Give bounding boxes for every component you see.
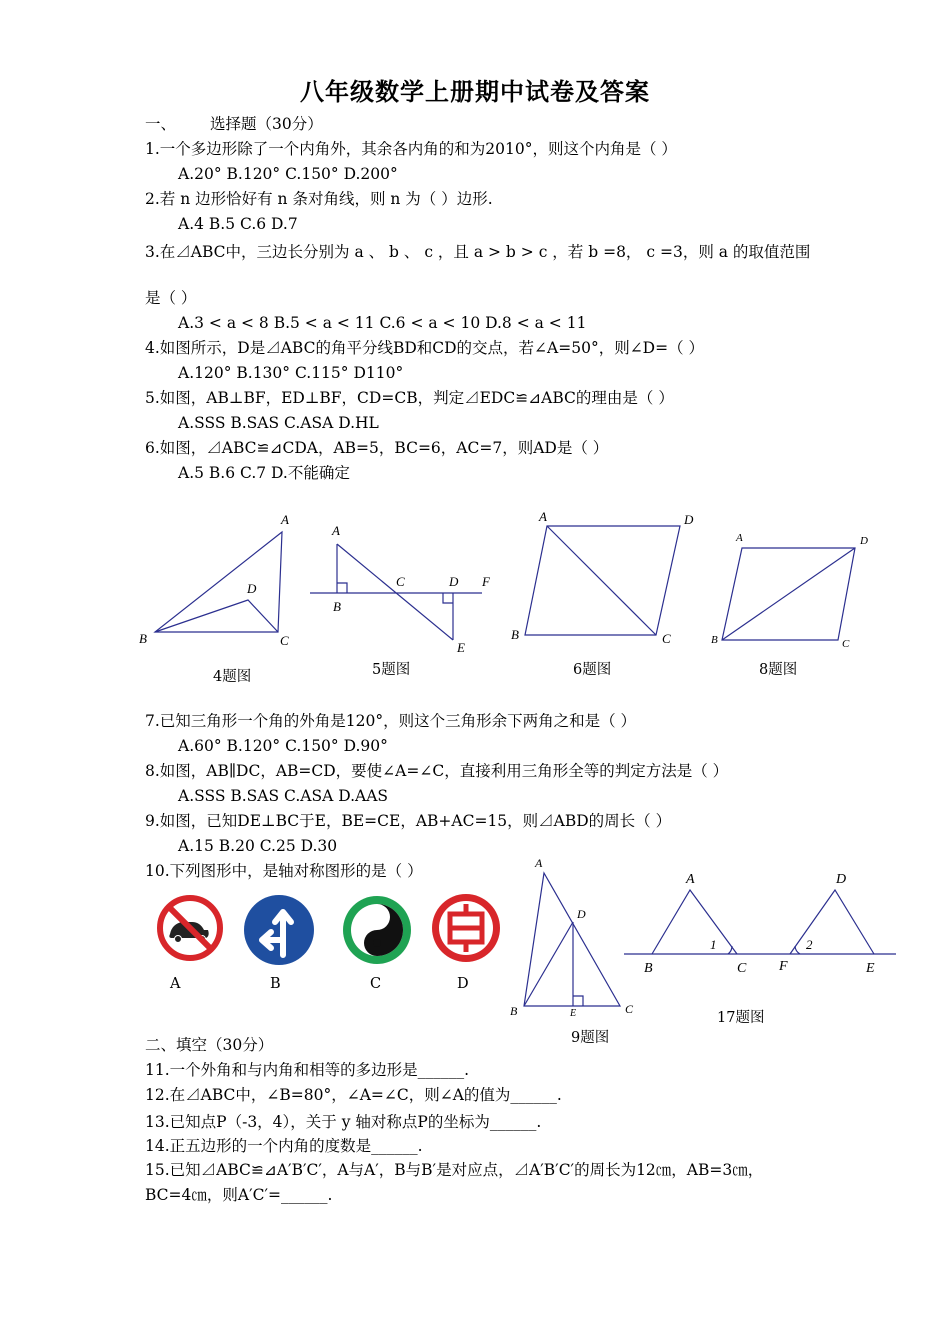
fig17-label-c: C bbox=[737, 961, 747, 976]
q4-text: 4.如图所示，D是⊿ABC的角平分线BD和CD的交点，若∠A=50°，则∠D=（ ） bbox=[145, 339, 705, 357]
sign-c-label: C bbox=[370, 976, 382, 992]
fig5-label-f: F bbox=[482, 574, 490, 589]
q12-text: 12.在⊿ABC中，∠B=80°，∠A=∠C，则∠A的值为______. bbox=[145, 1086, 562, 1104]
fig17-caption: 17题图 bbox=[717, 1010, 765, 1026]
fig5-caption: 5题图 bbox=[372, 662, 411, 678]
fig6-label-c: C bbox=[662, 631, 671, 646]
q13-text: 13.已知点P（-3，4），关于 y 轴对称点P的坐标为______. bbox=[145, 1113, 542, 1131]
fig9-label-d: D bbox=[577, 907, 586, 921]
q15-text-line1: 15.已知⊿ABC≌⊿A′B′C′，A与A′，B与B′是对应点，⊿A′B′C′的周长为12㎝，AB=3㎝， bbox=[145, 1161, 764, 1179]
q6-options: A.5 B.6 C.7 D.不能确定 bbox=[178, 464, 350, 482]
fig17-label-d: D bbox=[836, 872, 847, 887]
fig5-label-e: E bbox=[457, 640, 465, 655]
q3-text: 3.在⊿ABC中，三边长分别为 a 、 b 、 c ，且 a > b > c ，若 b =8， c =3，则 a 的取值范围 bbox=[145, 243, 811, 261]
fig17-label-a: A bbox=[686, 872, 695, 887]
fig4-caption: 4题图 bbox=[213, 669, 252, 685]
fig9-label-c: C bbox=[625, 1002, 634, 1016]
q5-options: A.SSS B.SAS C.ASA D.HL bbox=[178, 414, 379, 432]
fig4-label-c: C bbox=[280, 633, 289, 648]
q1-text: 1.一个多边形除了一个内角外，其余各内角的和为2010°，则这个内角是（ ） bbox=[145, 140, 677, 158]
sign-d-label: D bbox=[457, 976, 469, 992]
fig8-caption: 8题图 bbox=[759, 662, 798, 678]
q8-options: A.SSS B.SAS C.ASA D.AAS bbox=[178, 787, 389, 805]
fig8-label-b: B bbox=[711, 634, 718, 646]
page-title: 八年级数学上册期中试卷及答案 bbox=[300, 78, 650, 106]
fig17-label-f: F bbox=[779, 959, 788, 974]
fig17-angle-2: 2 bbox=[806, 937, 813, 952]
q7-text: 7.已知三角形一个角的外角是120°，则这个三角形余下两角之和是（ ） bbox=[145, 712, 637, 730]
fig5-label-c: C bbox=[396, 574, 405, 589]
q15-text-line2: BC=4㎝，则A′C′=______. bbox=[145, 1186, 333, 1204]
q8-text: 8.如图，AB∥DC，AB=CD，要使∠A=∠C，直接利用三角形全等的判定方法是（ ） bbox=[145, 762, 729, 780]
q7-options: A.60° B.120° C.150° D.90° bbox=[178, 737, 388, 755]
fig5-label-b: B bbox=[333, 599, 341, 614]
q5-text: 5.如图，AB⊥BF，ED⊥BF，CD=CB，判定⊿EDC≌⊿ABC的理由是（ ） bbox=[145, 389, 674, 407]
figure-9 bbox=[524, 873, 620, 1006]
q9-options: A.15 B.20 C.25 D.30 bbox=[178, 837, 338, 855]
fig4-label-a: A bbox=[281, 512, 289, 527]
q11-text: 11.一个外角和与内角和相等的多边形是______. bbox=[145, 1061, 470, 1079]
fig4-label-b: B bbox=[139, 631, 147, 646]
q6-text: 6.如图，⊿ABC≌⊿CDA，AB=5，BC=6，AC=7，则AD是（ ） bbox=[145, 439, 609, 457]
fig4-label-d: D bbox=[247, 581, 257, 596]
q10-text: 10.下列图形中，是轴对称图形的是（ ） bbox=[145, 862, 423, 880]
fig6-caption: 6题图 bbox=[573, 662, 612, 678]
fig6-label-d: D bbox=[684, 512, 694, 527]
sign-b-label: B bbox=[270, 976, 281, 992]
q9-text: 9.如图，已知DE⊥BC于E，BE=CE，AB+AC=15，则⊿ABD的周长（ ） bbox=[145, 812, 672, 830]
q2-options: A.4 B.5 C.6 D.7 bbox=[178, 215, 298, 233]
q3-text-continued: 是（ ） bbox=[145, 289, 197, 307]
q14-text: 14.正五边形的一个内角的度数是______. bbox=[145, 1137, 423, 1155]
sign-a-label: A bbox=[170, 976, 181, 992]
fig8-label-c: C bbox=[842, 638, 850, 650]
fig5-label-d: D bbox=[449, 574, 459, 589]
fig9-label-b: B bbox=[510, 1004, 518, 1018]
section1-number: 一、 bbox=[145, 115, 177, 133]
fig9-label-a: A bbox=[535, 856, 543, 870]
figure-17 bbox=[624, 890, 896, 954]
fig17-label-e: E bbox=[866, 961, 875, 976]
fig9-label-e: E bbox=[570, 1008, 577, 1019]
fig5-label-a: A bbox=[332, 523, 340, 538]
fig8-label-a: A bbox=[736, 532, 743, 544]
q1-options: A.20° B.120° C.150° D.200° bbox=[178, 165, 398, 183]
q4-options: A.120° B.130° C.115° D110° bbox=[178, 364, 404, 382]
fig17-angle-1: 1 bbox=[710, 937, 717, 952]
fig6-label-a: A bbox=[539, 509, 547, 524]
fig8-label-d: D bbox=[860, 535, 868, 547]
section2-title: 二、填空（30分） bbox=[145, 1036, 274, 1054]
fig17-label-b: B bbox=[644, 961, 653, 976]
q2-text: 2.若 n 边形恰好有 n 条对角线，则 n 为（ ）边形. bbox=[145, 190, 493, 208]
fig9-caption: 9题图 bbox=[571, 1030, 610, 1046]
fig6-label-b: B bbox=[511, 627, 519, 642]
section1-title: 选择题（30分） bbox=[210, 115, 323, 133]
q3-options: A.3 < a < 8 B.5 < a < 11 C.6 < a < 10 D.8 < a < 11 bbox=[178, 314, 587, 332]
